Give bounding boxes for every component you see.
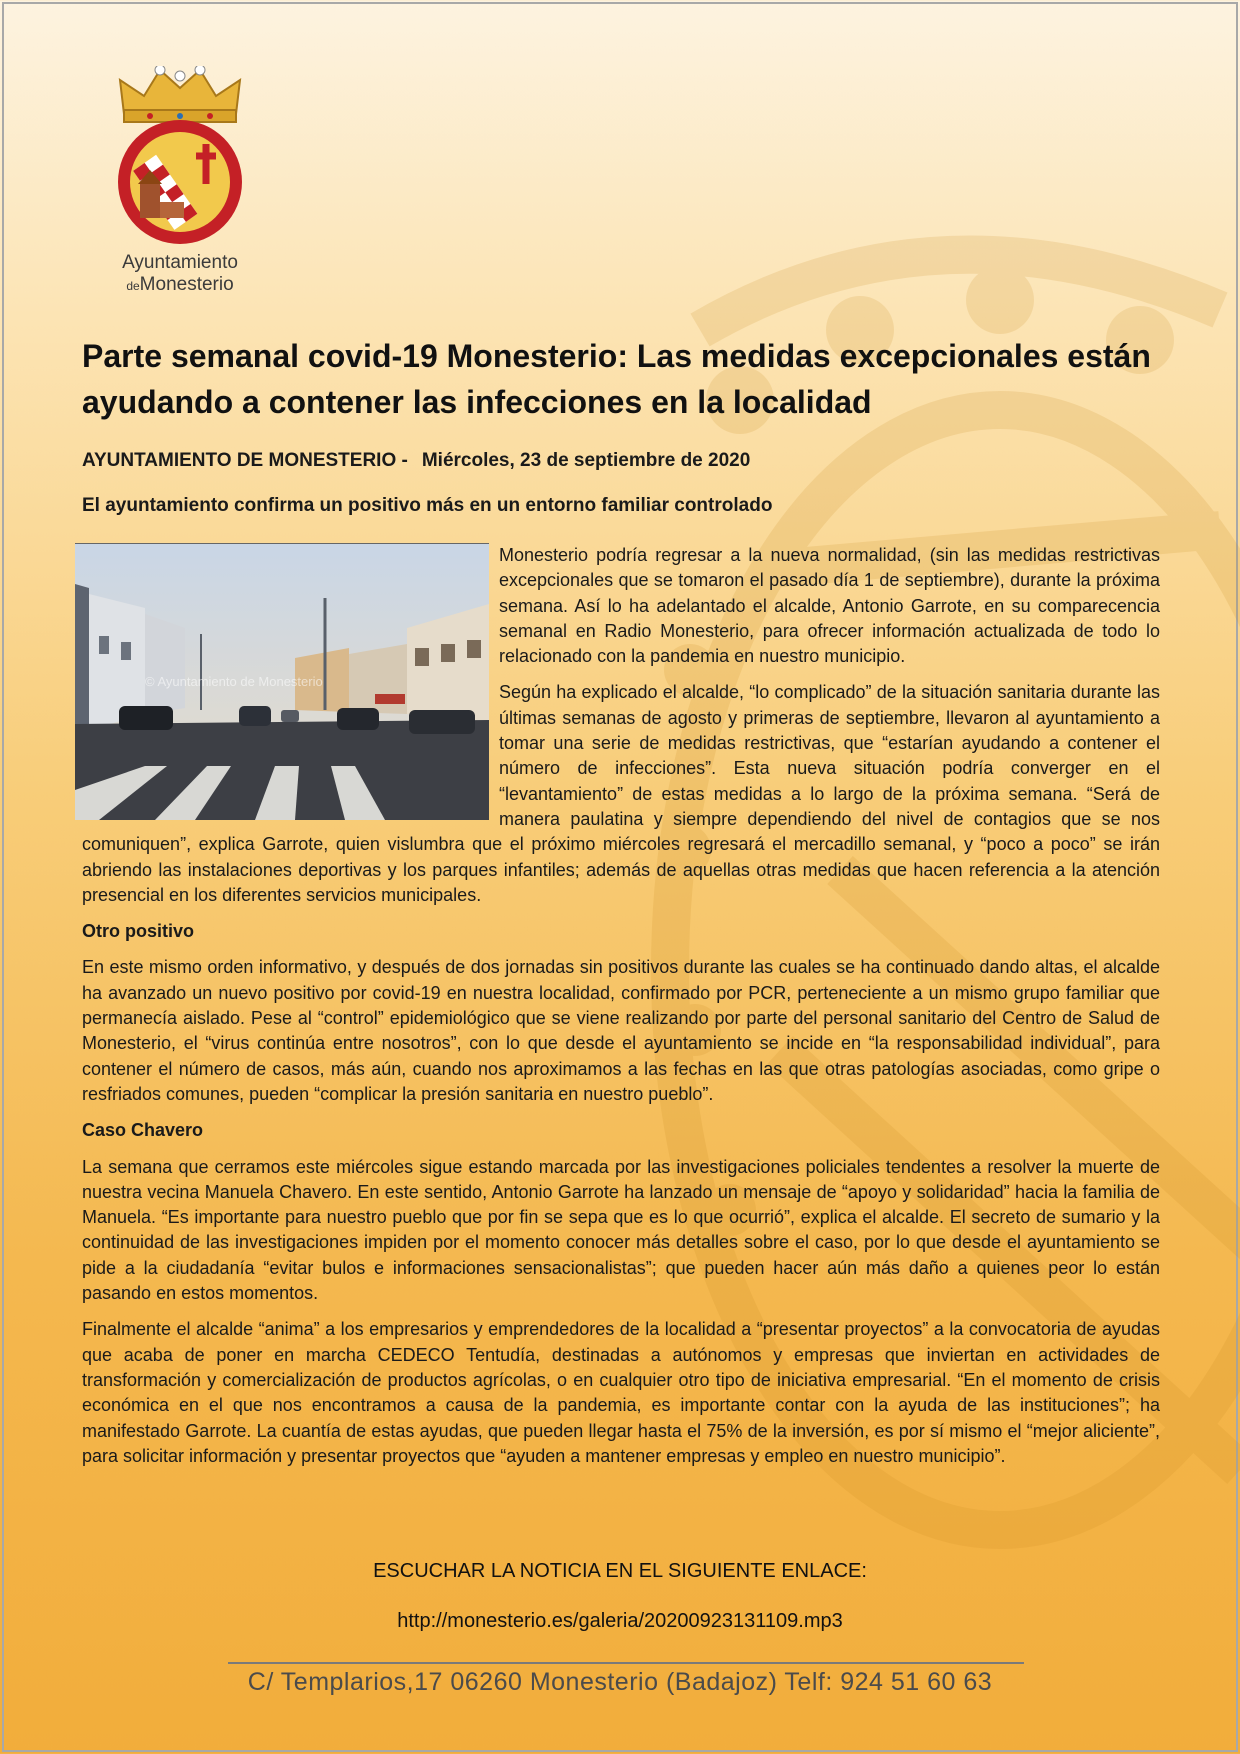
paragraph-1: Monesterio podría regresar a la nueva normalidad, (sin las medidas restrictivas excepcionales que se tomaron el pasado día 1 de septiembre), durante la próxima semana. Así lo ha adelantado el alcalde, Antonio Garrote, en su comparecencia semanal en Radio Monesterio, para ofrecer información actualizada de todo lo relacionado con la pandemia en nuestro municipio.: [499, 545, 1160, 667]
logo-line-1: Ayuntamiento: [122, 252, 238, 273]
footer-address: C/ Templarios,17 06260 Monesterio (Badajoz) Telf: 924 51 60 63: [247, 1668, 993, 1696]
municipality-logo: [108, 66, 252, 297]
paragraph-4: La semana que cerramos este miércoles sigue estando marcada por las investigaciones policiales tendentes a resolver la muerte de nuestra vecina Manuela Chavero. En este sentido, Antonio Garrote ha lanzado un mensaje de “apoyo y solidaridad” hacia la familia de Manuela. “Es importante para nuestro pueblo que por fin se sepa que es lo que ocurrió”, explica el alcalde. El secreto de sumario y la continuidad de las investigaciones impiden por el momento conocer más detalles sobre el caso, por lo que desde el ayuntamiento se pide a la ciudadanía “evitar bulos e informaciones sensacionalistas”; que pueden hacer aún más daño a quienes peor lo están pasando en estos momentos.: [82, 1156, 1160, 1304]
logo-caption: [108, 252, 252, 297]
byline-date: Miércoles, 23 de septiembre de 2020: [421, 450, 751, 471]
section-heading-otro-positivo: Otro positivo: [82, 921, 194, 942]
article-subtitle: El ayuntamiento confirma un positivo más en un entorno familiar controlado: [82, 495, 773, 516]
byline: [82, 450, 750, 472]
article-title: Parte semanal covid-19 Monesterio: Las medidas excepcionales están ayudando a contener las infecciones en la localidad: [82, 338, 1151, 420]
logo-line-2-prefix: de: [126, 279, 140, 293]
section-heading-caso-chavero: Caso Chavero: [82, 1120, 204, 1141]
coat-of-arms-icon: [114, 66, 246, 248]
street-photo: [75, 543, 489, 820]
listen-label: ESCUCHAR LA NOTICIA EN EL SIGUIENTE ENLACE:: [373, 1560, 867, 1582]
audio-link[interactable]: http://monesterio.es/galeria/20200923131109.mp3: [397, 1610, 843, 1632]
byline-source: AYUNTAMIENTO DE MONESTERIO -: [82, 450, 408, 471]
paragraph-5: Finalmente el alcalde “anima” a los empresarios y emprendedores de la localidad a “presentar proyectos” a la convocatoria de ayudas que acaba de poner en marcha CEDECO Tentudía, destinadas a autónomos y empresas que inviertan en actividades de transformación y comercialización de productos agrícolas, o en cualquier otro tipo de iniciativa empresarial. “En el momento de crisis económica en el que nos encontramos a causa de la pandemia, es importante contar con la ayuda de las instituciones”; ha manifestado Garrote. La cuantía de estas ayudas, que pueden llegar hasta el 75% de la inversión, es por sí mismo el “mejor aliciente”, para solicitar información y presentar proyectos que “ayuden a mantener empresas y empleo en nuestro municipio”.: [82, 1319, 1160, 1466]
logo-line-2: Monesterio: [139, 274, 234, 295]
paragraph-3: En este mismo orden informativo, y después de dos jornadas sin positivos durante las cuales se ha continuado dando altas, el alcalde ha avanzado un nuevo positivo por covid-19 en nuestra localidad, confirmado por PCR, perteneciente a un mismo grupo familiar que permanecía aislado. Pese al “control” epidemiológico que se viene realizando por parte del personal sanitario del Centro de Salud de Monesterio, el “virus continúa entre nosotros”, con lo que desde el ayuntamiento se incide en “la responsabilidad individual”, para contener el número de casos, más aún, cuando nos aproximamos a las fechas en las que otras patologías asociadas, como gripe o resfriados comunes, pueden “complicar la presión sanitaria en nuestro pueblo”.: [82, 957, 1160, 1104]
footer-divider: [228, 1662, 1024, 1664]
photo-watermark-text: © Ayuntamiento de Monesterio: [145, 674, 323, 689]
article-body: [82, 543, 1160, 1480]
paragraph-2: Según ha explicado el alcalde, “lo complicado” de la situación sanitaria durante las últimas semanas de agosto y primeras de septiembre, llevaron al ayuntamiento a tomar una serie de medidas restrictivas, que “estarían ayudando a contener el número de infecciones”. Esta nueva situación podría converger en el “levantamiento” de estas medidas a lo largo de la próxima semana. “Será de manera paulatina y siempre dependiendo del nivel de contagios que se nos comuniquen”, explica Garrote, quien vislumbra que el próximo miércoles regresará el mercadillo semanal, y “poco a poco” se irán abriendo las instalaciones deportivas y los parques infantiles; además de aquellas otras medidas que hacen referencia a la atención presencial en los diferentes servicios municipales.: [82, 682, 1160, 905]
